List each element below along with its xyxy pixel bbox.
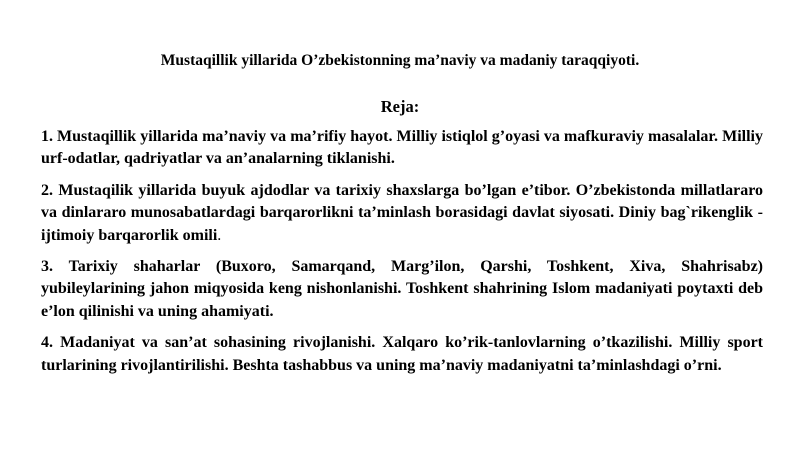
plan-item-4-text: 4. Madaniyat va san’at sohasining rivojlanishi. Xalqaro ko’rik-tanlovlarning o’tkazilishi. Milliy sport turlarining rivojlantirilishi. Beshta tashabbus va uning ma’naviy madaniyatni ta’minlashdagi o’rni. [41, 334, 763, 374]
plan-item-4 [41, 332, 763, 377]
plan-item-2 [41, 180, 763, 247]
plan-heading: Reja: [380, 97, 420, 116]
document-title: Mustaqillik yillarida O’zbekistonning ma’naviy va madaniy taraqqiyoti. [160, 52, 640, 69]
plan-item-2-text: 2. Mustaqilik yillarida buyuk ajdodlar va tarixiy shaxslarga bo’lgan e’tibor. O’zbekistonda millatlararo va dinlararo munosabatlardagi barqarorlikni ta’minlash borasidagi davlat siyosati. Diniy bag`rikenglik - ijtimoiy barqarorlik omili [41, 181, 763, 244]
plan-item-3 [41, 256, 763, 323]
plan-item-3-text: 3. Tarixiy shaharlar (Buxoro, Samarqand, Marg’ilon, Qarshi, Toshkent, Xiva, Shahrisabz) yubileylarining jahon miqyosida keng nishonlanishi. Toshkent shahrining Islom madaniyati poytaxti deb e’lon qilinishi va uning ahamiyati. [41, 258, 763, 320]
plan-item-2-period: . [217, 226, 222, 244]
plan-item-1-text: 1. Mustaqillik yillarida ma’naviy va ma’rifiy hayot. Milliy istiqlol g’oyasi va mafkuraviy masalalar. Milliy urf-odatlar, qadriyatlar va an’analarning tiklanishi. [41, 128, 763, 168]
plan-list [41, 126, 763, 386]
plan-item-1 [41, 126, 763, 171]
